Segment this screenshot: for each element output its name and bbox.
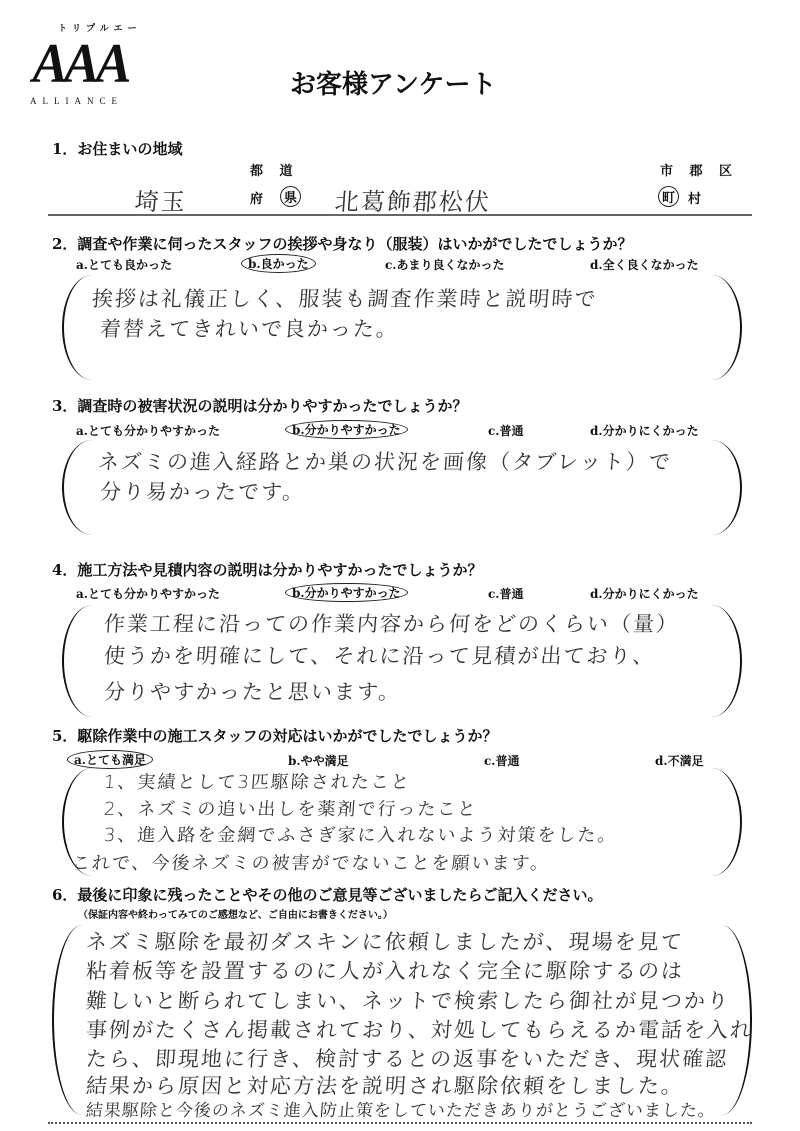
q5-answer-line: 2、ネズミの追い出しを薬剤で行ったこと xyxy=(103,799,479,820)
bracket-left xyxy=(62,605,94,717)
q4-answer-line: 作業工程に沿っての作業内容から何をどのくらい（量） xyxy=(103,612,680,636)
q2-answer-line: 着替えてきれいで良かった。 xyxy=(99,317,400,341)
q6-answer-line: 結果から原因と対応方法を説明され駆除依頼をしました。 xyxy=(85,1074,685,1098)
bracket-right xyxy=(710,605,742,717)
page-title: お客様アンケート xyxy=(290,70,497,100)
q2-option-b-selected: b.良かった xyxy=(241,254,316,273)
q4-option-a: a.とても分かりやすかった xyxy=(76,587,220,601)
q4-option-c: c.普通 xyxy=(488,587,524,601)
q4-option-b-selected: b.分かりやすかった xyxy=(285,583,408,602)
q6-answer-line: 粘着板等を設置するのに人が入れなく完全に駆除するのは xyxy=(85,959,685,983)
q4-option-d: d.分かりにくかった xyxy=(590,587,699,601)
q5-answer-line: 3、進入路を金網でふさぎ家に入れないよう対策をした。 xyxy=(103,825,619,846)
answer-prefecture: 埼玉 xyxy=(133,188,188,216)
q5-option-a-selected: a.とても満足 xyxy=(67,750,153,769)
q6-answer-line: 事例がたくさん掲載されており、対処してもらえるか電話を入れ xyxy=(85,1018,754,1042)
q6-answer-line: たら、即現地に行き、検討するとの返事をいただき、現状確認 xyxy=(85,1047,730,1071)
city-type-mura: 村 xyxy=(688,192,702,207)
q6-answer-line: 結果駆除と今後のネズミ進入防止策をしていただきありがとうございました。 xyxy=(85,1101,717,1121)
q2-option-c: c.あまり良くなかった xyxy=(385,258,505,272)
q2-answer-line: 挨拶は礼儀正しく、服装も調査作業時と説明時で xyxy=(91,287,599,311)
city-type-machi-selected: 町 xyxy=(658,186,679,207)
bracket-left xyxy=(62,440,94,535)
q2-option-a: a.とても良かった xyxy=(76,258,172,272)
pref-type-ken-selected: 県 xyxy=(280,186,301,207)
city-type-top: 市 郡 区 xyxy=(660,164,739,179)
question-4-label: 4．施工方法や見積内容の説明は分かりやすかったでしょうか？ xyxy=(52,561,483,579)
q4-answer-line: 使うかを明確にして、それに沿って見積が出ており、 xyxy=(103,644,657,668)
q5-answer-line: これで、今後ネズミの被害がでないことを願います。 xyxy=(71,853,551,874)
pref-type-fu: 府 xyxy=(250,192,264,207)
q5-answer-line: 1、実績として3匹駆除されたこと xyxy=(103,772,412,793)
question-3-label: 3．調査時の被害状況の説明は分かりやすかったでしょうか？ xyxy=(52,397,468,415)
q5-option-c: c.普通 xyxy=(484,754,520,768)
q4-answer-line: 分りやすかったと思います。 xyxy=(103,680,403,704)
question-1-label: 1．お住まいの地域 xyxy=(52,140,183,158)
q5-option-d: d.不満足 xyxy=(655,754,704,768)
question-5-label: 5．駆除作業中の施工スタッフの対応はいかがでしたでしょうか？ xyxy=(52,727,498,745)
bracket-right xyxy=(710,275,742,380)
divider xyxy=(48,214,752,216)
q3-option-a: a.とても分かりやすかった xyxy=(76,424,220,438)
q3-answer-line: 分り易かったです。 xyxy=(99,480,307,504)
bracket-right xyxy=(710,440,742,535)
q2-option-d: d.全く良くなかった xyxy=(590,258,699,272)
q3-option-d: d.分かりにくかった xyxy=(590,424,699,438)
q5-option-b: b.やや満足 xyxy=(288,754,349,768)
q3-option-b-selected: b.分かりやすかった xyxy=(285,420,408,439)
bracket-right xyxy=(710,768,742,876)
q6-answer-line: ネズミ駆除を最初ダスキンに依頼しましたが、現場を見て xyxy=(85,930,685,954)
logo: AAA xyxy=(32,33,128,95)
bracket-left xyxy=(62,275,94,380)
question-2-label: 2．調査や作業に伺ったスタッフの挨拶や身なり（服装）はいかがでしたでしょうか？ xyxy=(52,235,633,253)
pref-type-top: 都 道 xyxy=(250,164,299,179)
logo-subtitle: ALLIANCE xyxy=(30,96,123,106)
q3-answer-line: ネズミの進入経路とか巣の状況を画像（タブレット）で xyxy=(97,450,673,474)
question-6-label: 6．最後に印象に残ったことやその他のご意見等ございましたらご記入ください。 xyxy=(52,886,603,904)
dotted-divider xyxy=(48,1122,752,1124)
logo-kana: トリプルエー xyxy=(58,24,142,34)
answer-city: 北葛飾郡松伏 xyxy=(333,188,492,216)
question-6-sublabel: （保証内容や終わってみてのご感想など、ご自由にお書きください。） xyxy=(78,910,393,921)
q3-option-c: c.普通 xyxy=(488,424,524,438)
bracket-left xyxy=(52,925,84,1115)
q6-answer-line: 難しいと断られてしまい、ネットで検索したら御社が見つかり xyxy=(85,989,731,1013)
